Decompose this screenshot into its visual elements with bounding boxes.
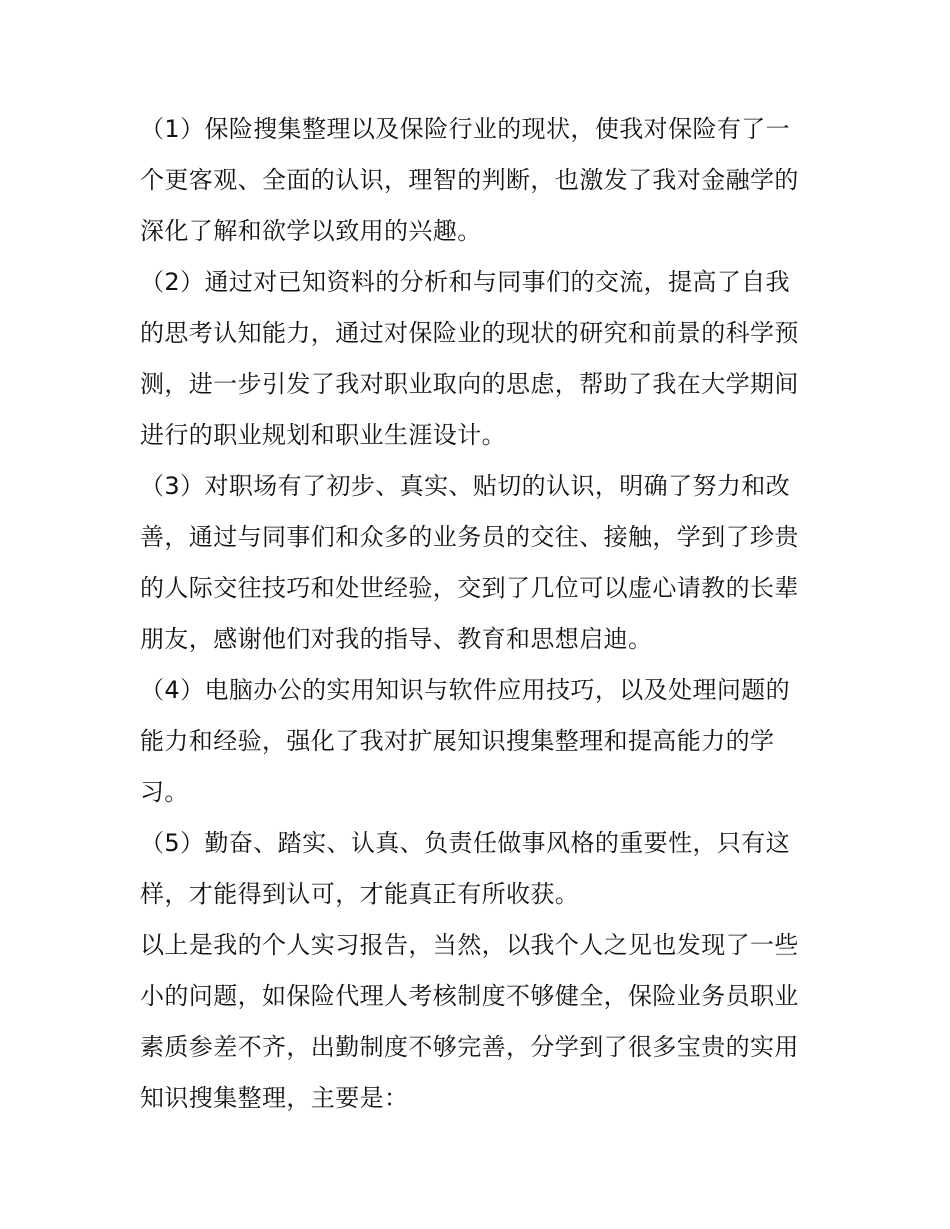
- paragraph-line: （2）通过对已知资料的分析和与同事们的交流，提高了自我: [140, 268, 791, 296]
- paragraph-line: 能力和经验，强化了我对扩展知识搜集整理和提高能力的学: [140, 727, 775, 755]
- paragraph-line: 朋友，感谢他们对我的指导、教育和思想启迪。: [140, 625, 653, 653]
- paragraph-line: （4）电脑办公的实用知识与软件应用技巧，以及处理问题的: [140, 676, 791, 704]
- document-body: [140, 104, 820, 1124]
- paragraph-line: 以上是我的个人实习报告，当然，以我个人之见也发现了一些: [140, 931, 799, 959]
- paragraph-line: 深化了解和欲学以致用的兴趣。: [140, 217, 482, 245]
- paragraph-line: 的思考认知能力，通过对保险业的现状的研究和前景的科学预: [140, 319, 799, 347]
- paragraph-line: 知识搜集整理，主要是：: [140, 1084, 409, 1112]
- paragraph-line: 素质参差不齐，出勤制度不够完善，分学到了很多宝贵的实用: [140, 1033, 799, 1061]
- paragraph-line: （1）保险搜集整理以及保险行业的现状，使我对保险有了一: [140, 115, 791, 143]
- paragraph-item-5: [140, 818, 820, 920]
- paragraph-item-4: [140, 665, 820, 818]
- paragraph-item-1: [140, 104, 820, 257]
- paragraph-line: 进行的职业规划和职业生涯设计。: [140, 421, 506, 449]
- paragraph-item-3: [140, 461, 820, 665]
- paragraph-line: （5）勤奋、踏实、认真、负责任做事风格的重要性，只有这: [140, 829, 791, 857]
- paragraph-item-2: [140, 257, 820, 461]
- paragraph-line: 个更客观、全面的认识，理智的判断，也激发了我对金融学的: [140, 166, 799, 194]
- paragraph-line: 测，进一步引发了我对职业取向的思虑，帮助了我在大学期间: [140, 370, 799, 398]
- paragraph-line: （3）对职场有了初步、真实、贴切的认识，明确了努力和改: [140, 472, 791, 500]
- paragraph-summary: [140, 920, 820, 1124]
- paragraph-line: 样，才能得到认可，才能真正有所收获。: [140, 880, 580, 908]
- paragraph-line: 习。: [140, 778, 189, 806]
- paragraph-line: 善，通过与同事们和众多的业务员的交往、接触，学到了珍贵: [140, 523, 799, 551]
- paragraph-line: 的人际交往技巧和处世经验，交到了几位可以虚心请教的长辈: [140, 574, 799, 602]
- paragraph-line: 小的问题，如保险代理人考核制度不够健全，保险业务员职业: [140, 982, 799, 1010]
